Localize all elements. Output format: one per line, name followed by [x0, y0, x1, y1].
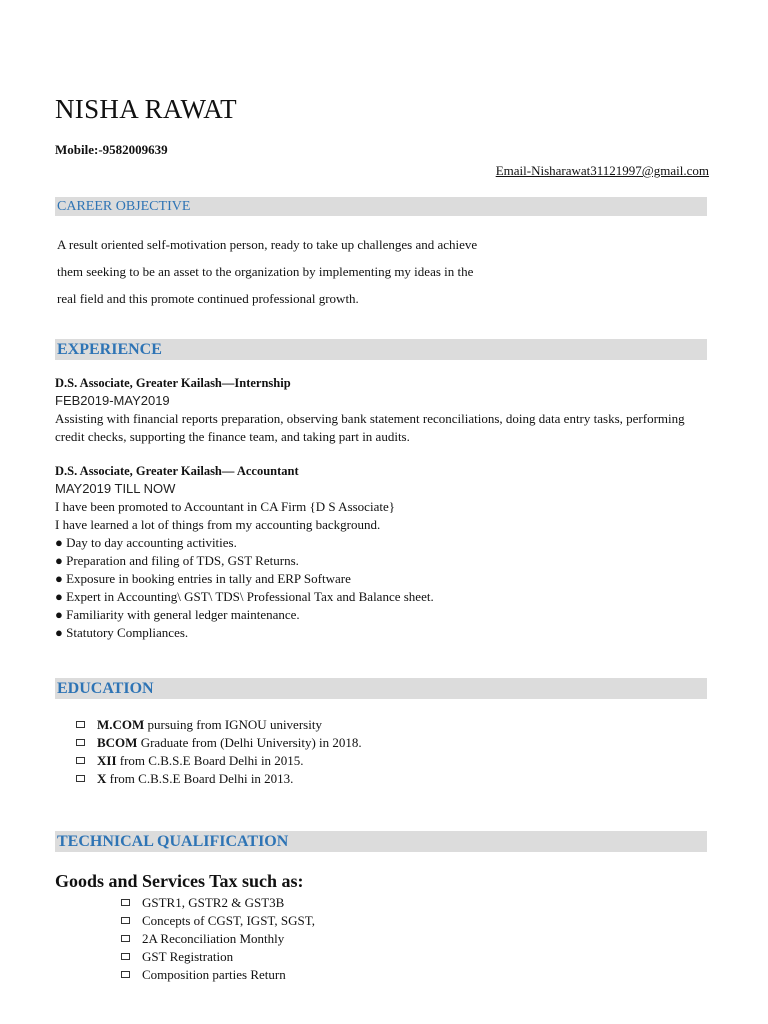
duty-bullet: ● Exposure in booking entries in tally and ERP Software — [55, 571, 351, 586]
education-heading: EDUCATION — [55, 678, 707, 699]
gst-skill: GST Registration — [142, 949, 234, 964]
square-bullet-icon — [121, 899, 130, 906]
job-dates: FEB2019-MAY2019 — [55, 393, 170, 408]
job-description-line: I have learned a lot of things from my accounting background. — [55, 517, 381, 532]
education-list — [76, 716, 362, 788]
list-item — [121, 948, 315, 966]
objective-line: them seeking to be an asset to the organization by implementing my ideas in the — [57, 264, 474, 279]
career-objective-heading: CAREER OBJECTIVE — [55, 197, 707, 216]
gst-skill: GSTR1, GSTR2 & GST3B — [142, 895, 285, 910]
job-description: Assisting with financial reports preparation, observing bank statement reconciliations, doing data entry tasks, performing credit checks, supporting the finance team, and taking part in audits. — [55, 411, 685, 444]
degree-detail: from C.B.S.E Board Delhi in 2013. — [106, 771, 294, 786]
degree-name: X — [97, 771, 107, 786]
experience-heading: EXPERIENCE — [55, 339, 707, 360]
degree-detail: pursuing from IGNOU university — [144, 717, 322, 732]
degree-detail: from C.B.S.E Board Delhi in 2015. — [116, 753, 304, 768]
square-bullet-icon — [121, 971, 130, 978]
square-bullet-icon — [76, 757, 85, 764]
candidate-name: NISHA RAWAT — [55, 94, 237, 124]
square-bullet-icon — [121, 953, 130, 960]
email-address: Email-Nisharawat31121997@gmail.com — [495, 163, 709, 178]
duty-bullet: ● Day to day accounting activities. — [55, 535, 237, 550]
gst-skill: Composition parties Return — [142, 967, 286, 982]
square-bullet-icon — [76, 721, 85, 728]
job-dates: MAY2019 TILL NOW — [55, 481, 176, 496]
gst-skill: Concepts of CGST, IGST, SGST, — [142, 913, 315, 928]
list-item — [76, 770, 362, 788]
degree-detail: Graduate from (Delhi University) in 2018. — [137, 735, 362, 750]
gst-subheading: Goods and Services Tax such as: — [55, 871, 304, 891]
list-item — [76, 752, 362, 770]
gst-skill: 2A Reconciliation Monthly — [142, 931, 285, 946]
career-objective-text — [57, 231, 617, 312]
degree-name: M.COM — [97, 717, 145, 732]
square-bullet-icon — [76, 775, 85, 782]
duty-bullet: ● Familiarity with general ledger maintenance. — [55, 607, 300, 622]
mobile-number: Mobile:-9582009639 — [55, 142, 168, 157]
list-item — [76, 716, 362, 734]
square-bullet-icon — [121, 935, 130, 942]
list-item — [121, 912, 315, 930]
square-bullet-icon — [76, 739, 85, 746]
job-title: D.S. Associate, Greater Kailash— Accountant — [55, 464, 299, 478]
experience-entry-internship — [55, 374, 715, 446]
square-bullet-icon — [121, 917, 130, 924]
objective-line: A result oriented self-motivation person, ready to take up challenges and achieve — [57, 237, 478, 252]
job-title: D.S. Associate, Greater Kailash—Internship — [55, 376, 291, 390]
objective-line: real field and this promote continued professional growth. — [57, 291, 359, 306]
technical-qualification-heading: TECHNICAL QUALIFICATION — [55, 831, 707, 852]
list-item — [121, 930, 315, 948]
duty-bullet: ● Expert in Accounting\ GST\ TDS\ Professional Tax and Balance sheet. — [55, 589, 434, 604]
degree-name: BCOM — [97, 735, 138, 750]
experience-entry-accountant — [55, 462, 715, 642]
list-item — [121, 966, 315, 984]
degree-name: XII — [97, 753, 117, 768]
list-item — [121, 894, 315, 912]
gst-skills-list — [121, 894, 315, 984]
duty-bullet: ● Preparation and filing of TDS, GST Returns. — [55, 553, 299, 568]
job-description-line: I have been promoted to Accountant in CA Firm {D S Associate} — [55, 499, 395, 514]
list-item — [76, 734, 362, 752]
duty-bullet: ● Statutory Compliances. — [55, 625, 189, 640]
